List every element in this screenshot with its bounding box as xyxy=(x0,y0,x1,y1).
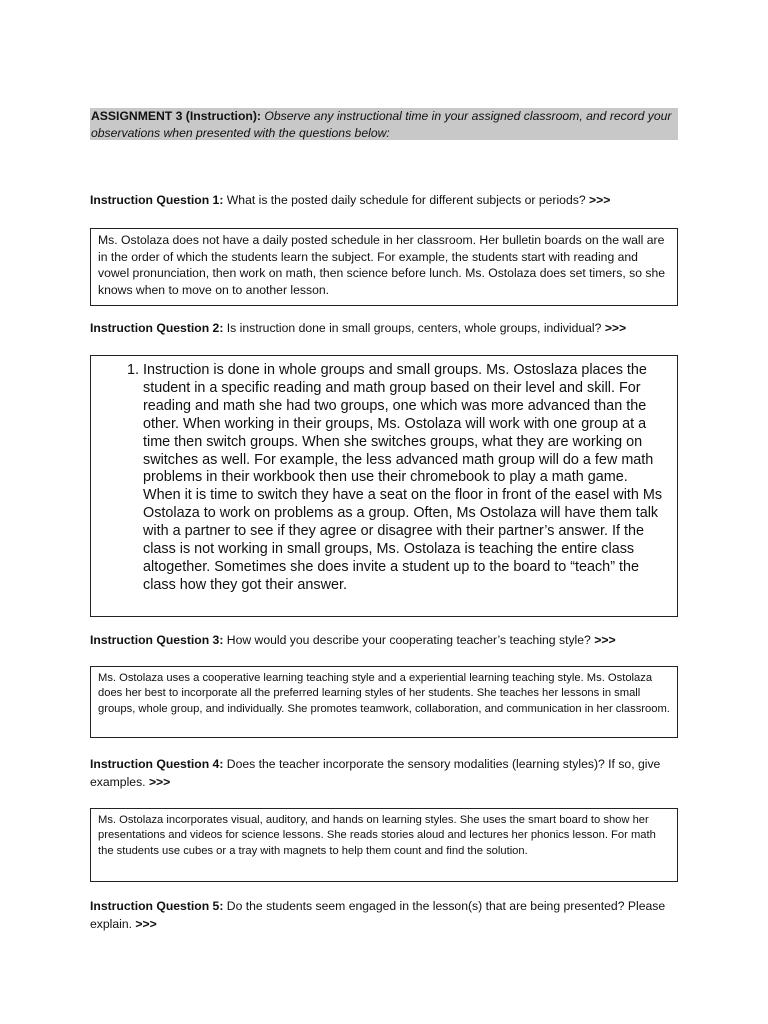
question-4-label: Instruction Question 4: xyxy=(90,757,224,771)
answer-box-1 xyxy=(90,228,678,306)
question-5-arrows: >>> xyxy=(135,917,157,931)
question-3-arrows: >>> xyxy=(594,633,616,647)
question-4 xyxy=(90,755,680,791)
question-2-arrows: >>> xyxy=(604,321,627,335)
question-1-text: What is the posted daily schedule for different subjects or periods? xyxy=(226,193,586,207)
question-3-text: How would you describe your cooperating teacher’s teaching style? xyxy=(226,633,591,647)
question-2 xyxy=(90,319,680,337)
answer-4-text: Ms. Ostolaza incorporates visual, auditory, and hands on learning styles. She uses the smart board to show her presentations and videos for science lessons. She reads stories aloud and lectures her phonics lesson. For math the students use cubes or a tray with magnets to help them count and find the solution. xyxy=(98,814,656,857)
question-5-label: Instruction Question 5: xyxy=(90,899,224,913)
assignment-instructions: Observe any instructional time in your assigned classroom, and record your observations when presented with the questions below: xyxy=(91,109,672,140)
answer-box-4 xyxy=(90,808,678,882)
answer-box-3 xyxy=(90,666,678,738)
question-1-label: Instruction Question 1: xyxy=(90,193,224,207)
answer-1-text: Ms. Ostolaza does not have a daily posted schedule in her classroom. Her bulletin boards on the wall are in the order of which the students learn the subject. For example, the students start with reading and vowel pronunciation, then work on math, then science before lunch. Ms. Ostolaza does set timers, so she knows when to move on to another lesson. xyxy=(98,233,666,297)
answer-2-list-item: 1. Instruction is done in whole groups and small groups. Ms. Ostoslaza places the student in a specific reading and math group based on their level and skill. For reading and math she had two groups, one which was more advanced than the other. When working in their groups, Ms. Ostolaza will work with one group at a time then switch groups. When she switches groups, what they are working on switches as well. For example, the less advanced math group will do a few math problems in their workbook then use their chromebook to play a math game. When it is time to switch they have a seat on the floor in front of the easel with Ms Ostolaza to work on problems as a group. Often, Ms Ostolaza will have them talk with a partner to see if they agree or disagree with their partner’s answer. If the class is not working in small groups, Ms. Ostolaza is teaching the entire class altogether. Sometimes she does invite a student up to the board to “teach” the class how they got their answer. xyxy=(143,362,667,595)
question-3-label: Instruction Question 3: xyxy=(90,633,224,647)
assignment-title: ASSIGNMENT 3 (Instruction): xyxy=(91,109,261,123)
answer-box-2 xyxy=(90,355,678,617)
question-5-text: Do the students seem engaged in the lesson(s) that are being presented? Please explain. xyxy=(90,899,666,931)
question-1-arrows: >>> xyxy=(589,193,611,207)
question-5 xyxy=(90,897,680,933)
answer-2-list xyxy=(91,362,667,595)
question-2-label: Instruction Question 2: xyxy=(90,321,224,335)
question-4-text: Does the teacher incorporate the sensory modalities (learning styles)? If so, give examples. xyxy=(90,757,661,789)
answer-3-text: Ms. Ostolaza uses a cooperative learning teaching style and a experiential learning teaching style. Ms. Ostolaza does her best to incorporate all the preferred learning styles of her students. She teaches her lessons in small groups, whole group, and individually. She promotes teamwork, collaboration, and communication in her classroom. xyxy=(98,672,670,715)
question-4-arrows: >>> xyxy=(148,775,171,789)
question-3 xyxy=(90,631,680,649)
question-2-text: Is instruction done in small groups, centers, whole groups, individual? xyxy=(226,321,602,335)
assignment-header xyxy=(90,108,678,140)
question-1 xyxy=(90,191,680,209)
